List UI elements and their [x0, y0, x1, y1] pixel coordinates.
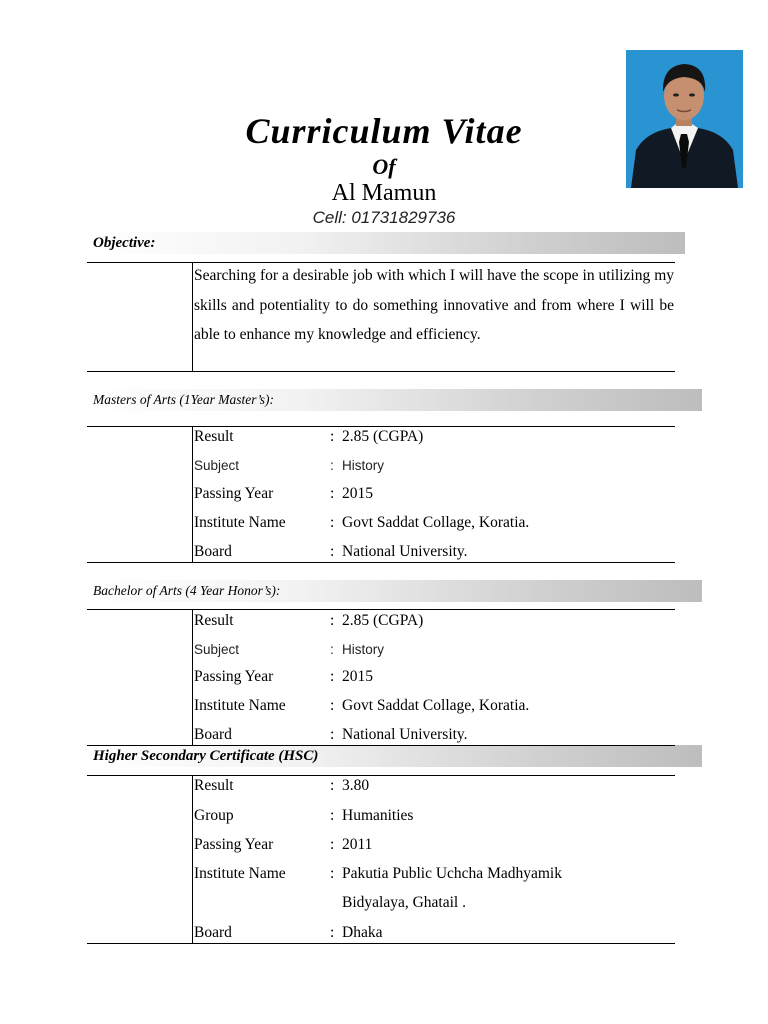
- row-label: Result: [194, 777, 234, 794]
- row-label: Board: [194, 726, 232, 743]
- row-label: Result: [194, 428, 234, 445]
- row-colon: :: [330, 807, 335, 824]
- row-colon: :: [330, 428, 335, 445]
- row-label: Board: [194, 543, 232, 560]
- masters-row-subject: [0, 451, 768, 480]
- row-colon: :: [330, 485, 335, 502]
- cv-title: Curriculum Vitae: [245, 111, 523, 151]
- hsc-row-institute: [0, 859, 768, 888]
- divider: [87, 943, 675, 944]
- row-colon: :: [330, 543, 335, 560]
- row-value: Bidyalaya, Ghatail .: [342, 894, 466, 911]
- row-colon: :: [330, 726, 335, 743]
- row-label: Result: [194, 612, 234, 629]
- row-value: Dhaka: [342, 924, 383, 941]
- row-value: National University.: [342, 543, 468, 560]
- row-label: Institute Name: [194, 514, 286, 531]
- row-colon: :: [330, 514, 335, 531]
- row-value: 2.85 (CGPA): [342, 612, 424, 629]
- row-value: Govt Saddat Collage, Koratia.: [342, 514, 530, 531]
- row-colon: :: [330, 612, 335, 629]
- objective-heading: Objective:: [87, 232, 685, 254]
- divider: [87, 562, 675, 563]
- masters-row-result: [0, 422, 768, 451]
- bachelor-row-subject: [0, 635, 768, 664]
- row-value: 2015: [342, 668, 373, 685]
- hsc-row-group: [0, 801, 768, 830]
- row-colon: :: [330, 865, 335, 882]
- hsc-heading: Higher Secondary Certificate (HSC): [87, 745, 702, 767]
- row-label: Group: [194, 807, 234, 824]
- row-label: Passing Year: [194, 836, 274, 853]
- row-value: History: [342, 458, 385, 473]
- row-label: Subject: [194, 642, 240, 657]
- hsc-row-result: [0, 771, 768, 800]
- row-colon: :: [330, 836, 335, 853]
- row-value: National University.: [342, 726, 468, 743]
- row-colon: :: [330, 777, 335, 794]
- row-value: 2.85 (CGPA): [342, 428, 424, 445]
- row-colon: :: [330, 642, 334, 657]
- row-value: Pakutia Public Uchcha Madhyamik: [342, 865, 562, 882]
- cv-cell: Cell: 01731829736: [312, 208, 456, 227]
- row-colon: :: [330, 697, 335, 714]
- divider: [87, 745, 675, 746]
- row-colon: :: [330, 924, 335, 941]
- row-value: Humanities: [342, 807, 414, 824]
- row-label: Institute Name: [194, 865, 286, 882]
- bachelor-row-passing-year: [0, 662, 768, 691]
- row-colon: :: [330, 668, 335, 685]
- cv-name: Al Mamun: [331, 180, 437, 206]
- cv-of: Of: [372, 154, 396, 179]
- bachelor-heading: Bachelor of Arts (4 Year Honor’s):: [87, 580, 702, 602]
- row-label: Board: [194, 924, 232, 941]
- masters-heading: Masters of Arts (1Year Master’s):: [87, 389, 702, 411]
- row-value: 3.80: [342, 777, 370, 794]
- row-value: 2015: [342, 485, 373, 502]
- row-value: 2011: [342, 836, 373, 853]
- bachelor-row-institute: [0, 691, 768, 720]
- hsc-row-institute-continued: [0, 888, 768, 917]
- row-label: Passing Year: [194, 485, 274, 502]
- hsc-row-passing-year: [0, 830, 768, 859]
- masters-row-institute: [0, 508, 768, 537]
- row-colon: :: [330, 458, 334, 473]
- row-label: Passing Year: [194, 668, 274, 685]
- row-value: History: [342, 642, 385, 657]
- row-label: Subject: [194, 458, 240, 473]
- divider: [192, 262, 193, 372]
- row-value: Govt Saddat Collage, Koratia.: [342, 697, 530, 714]
- divider: [87, 371, 675, 372]
- row-label: Institute Name: [194, 697, 286, 714]
- objective-text: Searching for a desirable job with which I will have the scope in utilizing my skills and potentiality to do something innovative and from where I will be able to enhance my knowledge and efficiency.: [194, 267, 674, 343]
- bachelor-row-result: [0, 606, 768, 635]
- masters-row-passing-year: [0, 479, 768, 508]
